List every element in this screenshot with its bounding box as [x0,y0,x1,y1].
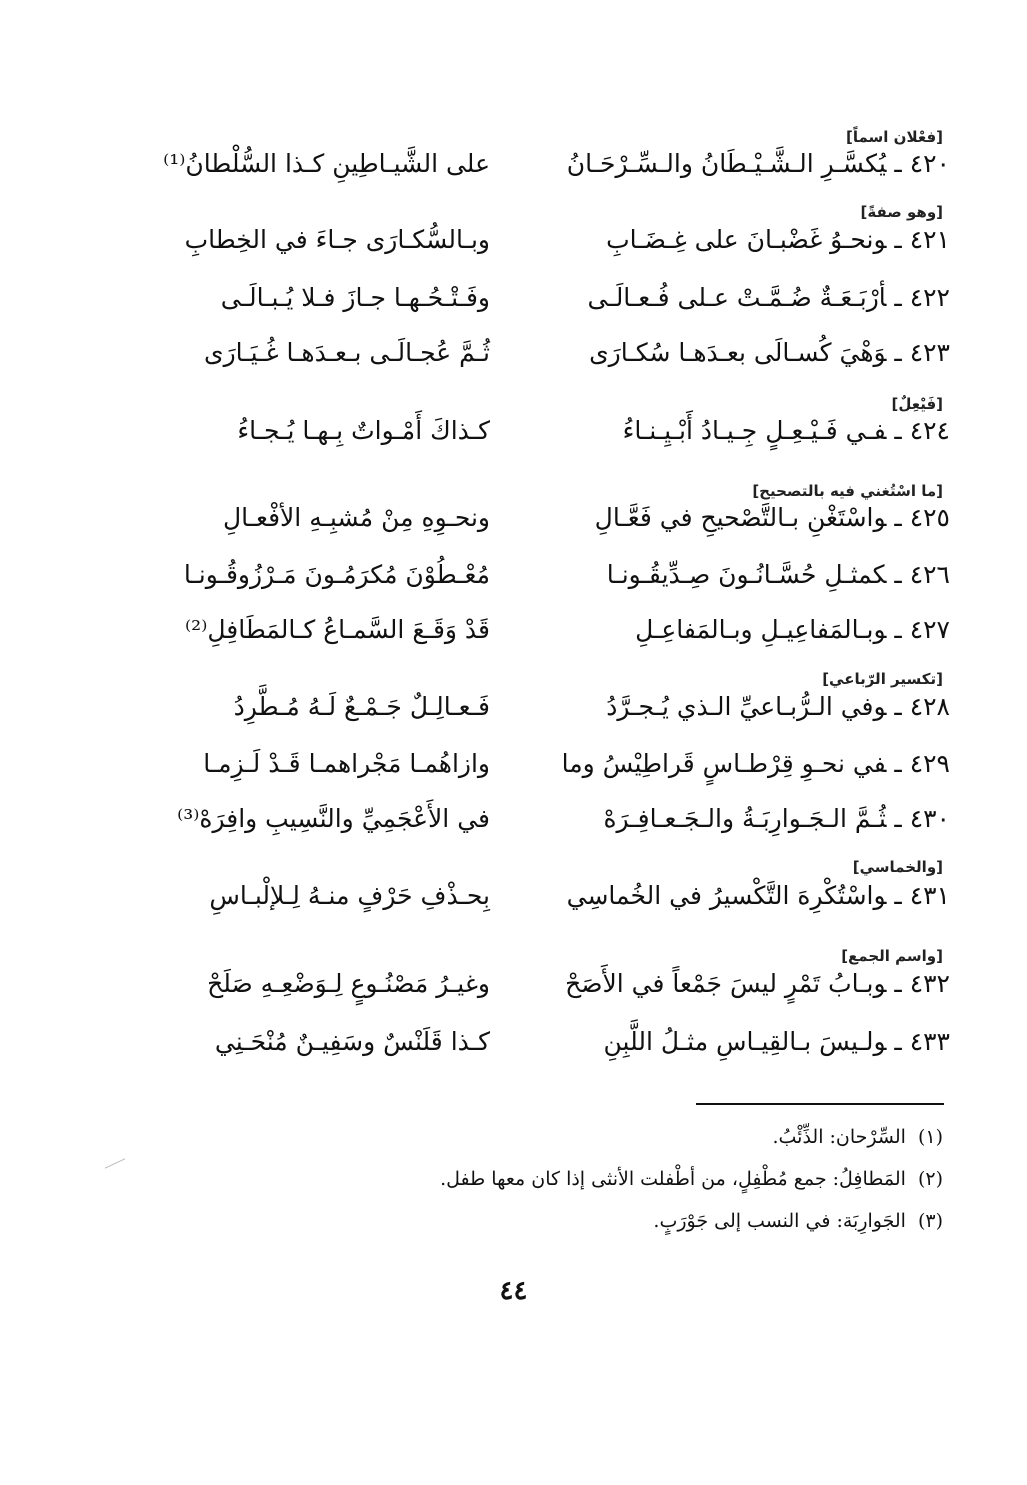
verse-line [150,964,950,1004]
section-heading: [والخماسي] [852,858,943,876]
verse-second-hemistich: كـذاكَ أَمْـواتٌ بِـهـا يُـجـاءُ [237,416,490,445]
verse-number: ٤٢٧ ـ [894,615,950,644]
verse-first-hemistich: ٤٣١ ـواسْتُكْرِهَ التَّكْسيرُ في الخُماسِي [566,881,950,910]
page-number: ٤٤ [499,1276,528,1306]
footnote-separator [696,1103,944,1105]
verse-second-hemistich: مُعْـطُوْنَ مُكرَمُـونَ مَـرْزُوقُـونـا [183,560,490,589]
verse-number: ٤٢٩ ـ [894,749,950,778]
verse-first-hemistich: ٤٢٩ ـفي نحـوِ قِرْطـاسٍ قَراطِيْسُ وما [561,749,950,778]
verse-number: ٤٢٥ ـ [894,503,950,532]
verse-first-hemistich: ٤٣٢ ـوبـابُ تَمْرٍ ليسَ جَمْعاً في الأَصَحْ [565,969,950,998]
footnote [653,1210,943,1232]
verse-line [150,610,950,650]
verse-first-hemistich: ٤٢٨ ـوفي الـرُّبـاعيِّ الـذي يُـجـرَّدُ [606,692,950,721]
verse-line [150,876,950,916]
footnote [440,1168,943,1190]
section-heading: [وهو صفةً] [860,203,943,221]
verse-second-hemistich: كـذا قَلَنْسٌ وسَفِيـنٌ مُنْحَـنِي [214,1027,490,1056]
verse-first-hemistich: ٤٣٠ ـثُـمَّ الـجَـوارِبَـةُ والـجَـعـافِـرَهْ [603,804,950,833]
verse-second-hemistich: على الشَّيـاطِينِ كـذا السُّلْطانُ⁽¹⁾ [163,149,490,178]
verse-first-hemistich: ٤٣٣ ـولـيسَ بـالقِيـاسِ مثـلُ اللَّبِنِ [603,1027,950,1056]
scan-speck [105,1158,125,1168]
verse-first-hemistich: ٤٢٦ ـكمثـلِ حُسَّـانُـونَ صِـدِّيقُـونـا [606,560,950,589]
verse-first-hemistich: ٤٢١ ـونحـوُ غَضْبـانَ على غِـضَـابِ [606,225,950,254]
verse-number: ٤٢٤ ـ [894,416,950,445]
verse-first-hemistich: ٤٢٠ ـيُكسَّـرِ الـشَّـيْـطَانُ والـسِّـرْحَـانُ [566,149,950,178]
verse-second-hemistich: وفَـتْـحُـهـا جـازَ فـلا يُـبـالَـى [220,283,490,312]
verse-line [150,555,950,595]
verse-number: ٤٣٣ ـ [894,1027,950,1056]
verse-second-hemistich: وازاهُمـا مَجْراهمـا قَـدْ لَـزِمـا [203,749,490,778]
verse-first-hemistich: ٤٢٧ ـوبـالمَفاعِيـلِ وبـالمَفاعِـلِ [635,615,950,644]
verse-line [150,411,950,451]
footnote-number: (٣) [917,1210,943,1232]
verse-number: ٤٣٠ ـ [894,804,950,833]
footnote-number: (٢) [917,1168,943,1190]
verse-second-hemistich: ونحـوِهِ مِنْ مُشبِـهِ الأفْعـالِ [222,503,490,532]
verse-line [150,1022,950,1062]
verse-line [150,333,950,373]
footnote-text: الجَوارِبَة: في النسب إلى جَوْرَبٍ. [653,1210,906,1232]
section-heading: [فَيْعِلٌ] [891,395,943,413]
verse-first-hemistich: ٤٢٢ ـأرْبَـعَـةٌ ضُـمَّـتْ عـلى فُـعـالَـى [587,283,950,312]
verse-line [150,687,950,727]
verse-second-hemistich: في الأَعْجَمِيِّ والنَّسِيبِ وافِرَهْ⁽³⁾ [177,804,490,833]
verse-second-hemistich: بِحـذْفِ حَرْفٍ منـهُ لِـلإلْبـاسِ [209,881,490,910]
verse-number: ٤٢١ ـ [894,225,950,254]
footnote-number: (١) [917,1126,943,1148]
verse-number: ٤٢٠ ـ [894,149,950,178]
verse-first-hemistich: ٤٢٤ ـفـي فَـيْـعِـلٍ جِـيـادُ أَبْـيِـنـاءُ [622,416,950,445]
verse-number: ٤٢٨ ـ [894,692,950,721]
verse-line [150,799,950,839]
footnote [772,1126,943,1148]
verse-line [150,278,950,318]
verse-second-hemistich: وغيـرُ مَصْنُـوعٍ لِـوَضْعِـهِ صَلَحْ [207,969,490,998]
footnote-text: السِّرْحان: الذِّئْبُ. [772,1126,906,1148]
section-heading: [تكسير الرّباعي] [822,670,943,688]
verse-line [150,220,950,260]
verse-number: ٤٢٢ ـ [894,283,950,312]
verse-second-hemistich: قَدْ وَقَـعَ السَّمـاعُ كـالمَطَافِلِ⁽²⁾ [185,615,490,644]
verse-line [150,144,950,184]
section-heading: [فعْلان اسماً] [846,128,943,146]
section-heading: [ما اسْتُغني فيه بالتصحيح] [752,482,943,500]
verse-line [150,498,950,538]
verse-number: ٤٣١ ـ [894,881,950,910]
verse-number: ٤٣٢ ـ [894,969,950,998]
verse-line [150,744,950,784]
verse-number: ٤٢٦ ـ [894,560,950,589]
footnote-text: المَطافِلُ: جمع مُطْفِلٍ، من أطْفلت الأنثى إذا كان معها طفل. [440,1168,906,1190]
verse-first-hemistich: ٤٢٥ ـواسْتَغْنِ بـالتَّصْحيحِ في فَعَّـالِ [594,503,950,532]
section-heading: [واسم الجمع] [841,947,943,965]
verse-second-hemistich: ثُـمَّ عُجـالَـى بـعـدَهـا غُـيَـارَى [204,338,490,367]
verse-second-hemistich: وبـالسُّكـارَى جـاءَ في الخِطابِ [184,225,490,254]
verse-second-hemistich: فَـعـالِـلٌ جَـمْـعٌ لَـهُ مُـطَّرِدُ [233,692,490,721]
verse-first-hemistich: ٤٢٣ ـوَهْيَ كُسـالَى بعـدَهـا سُكـارَى [589,338,950,367]
verse-number: ٤٢٣ ـ [894,338,950,367]
